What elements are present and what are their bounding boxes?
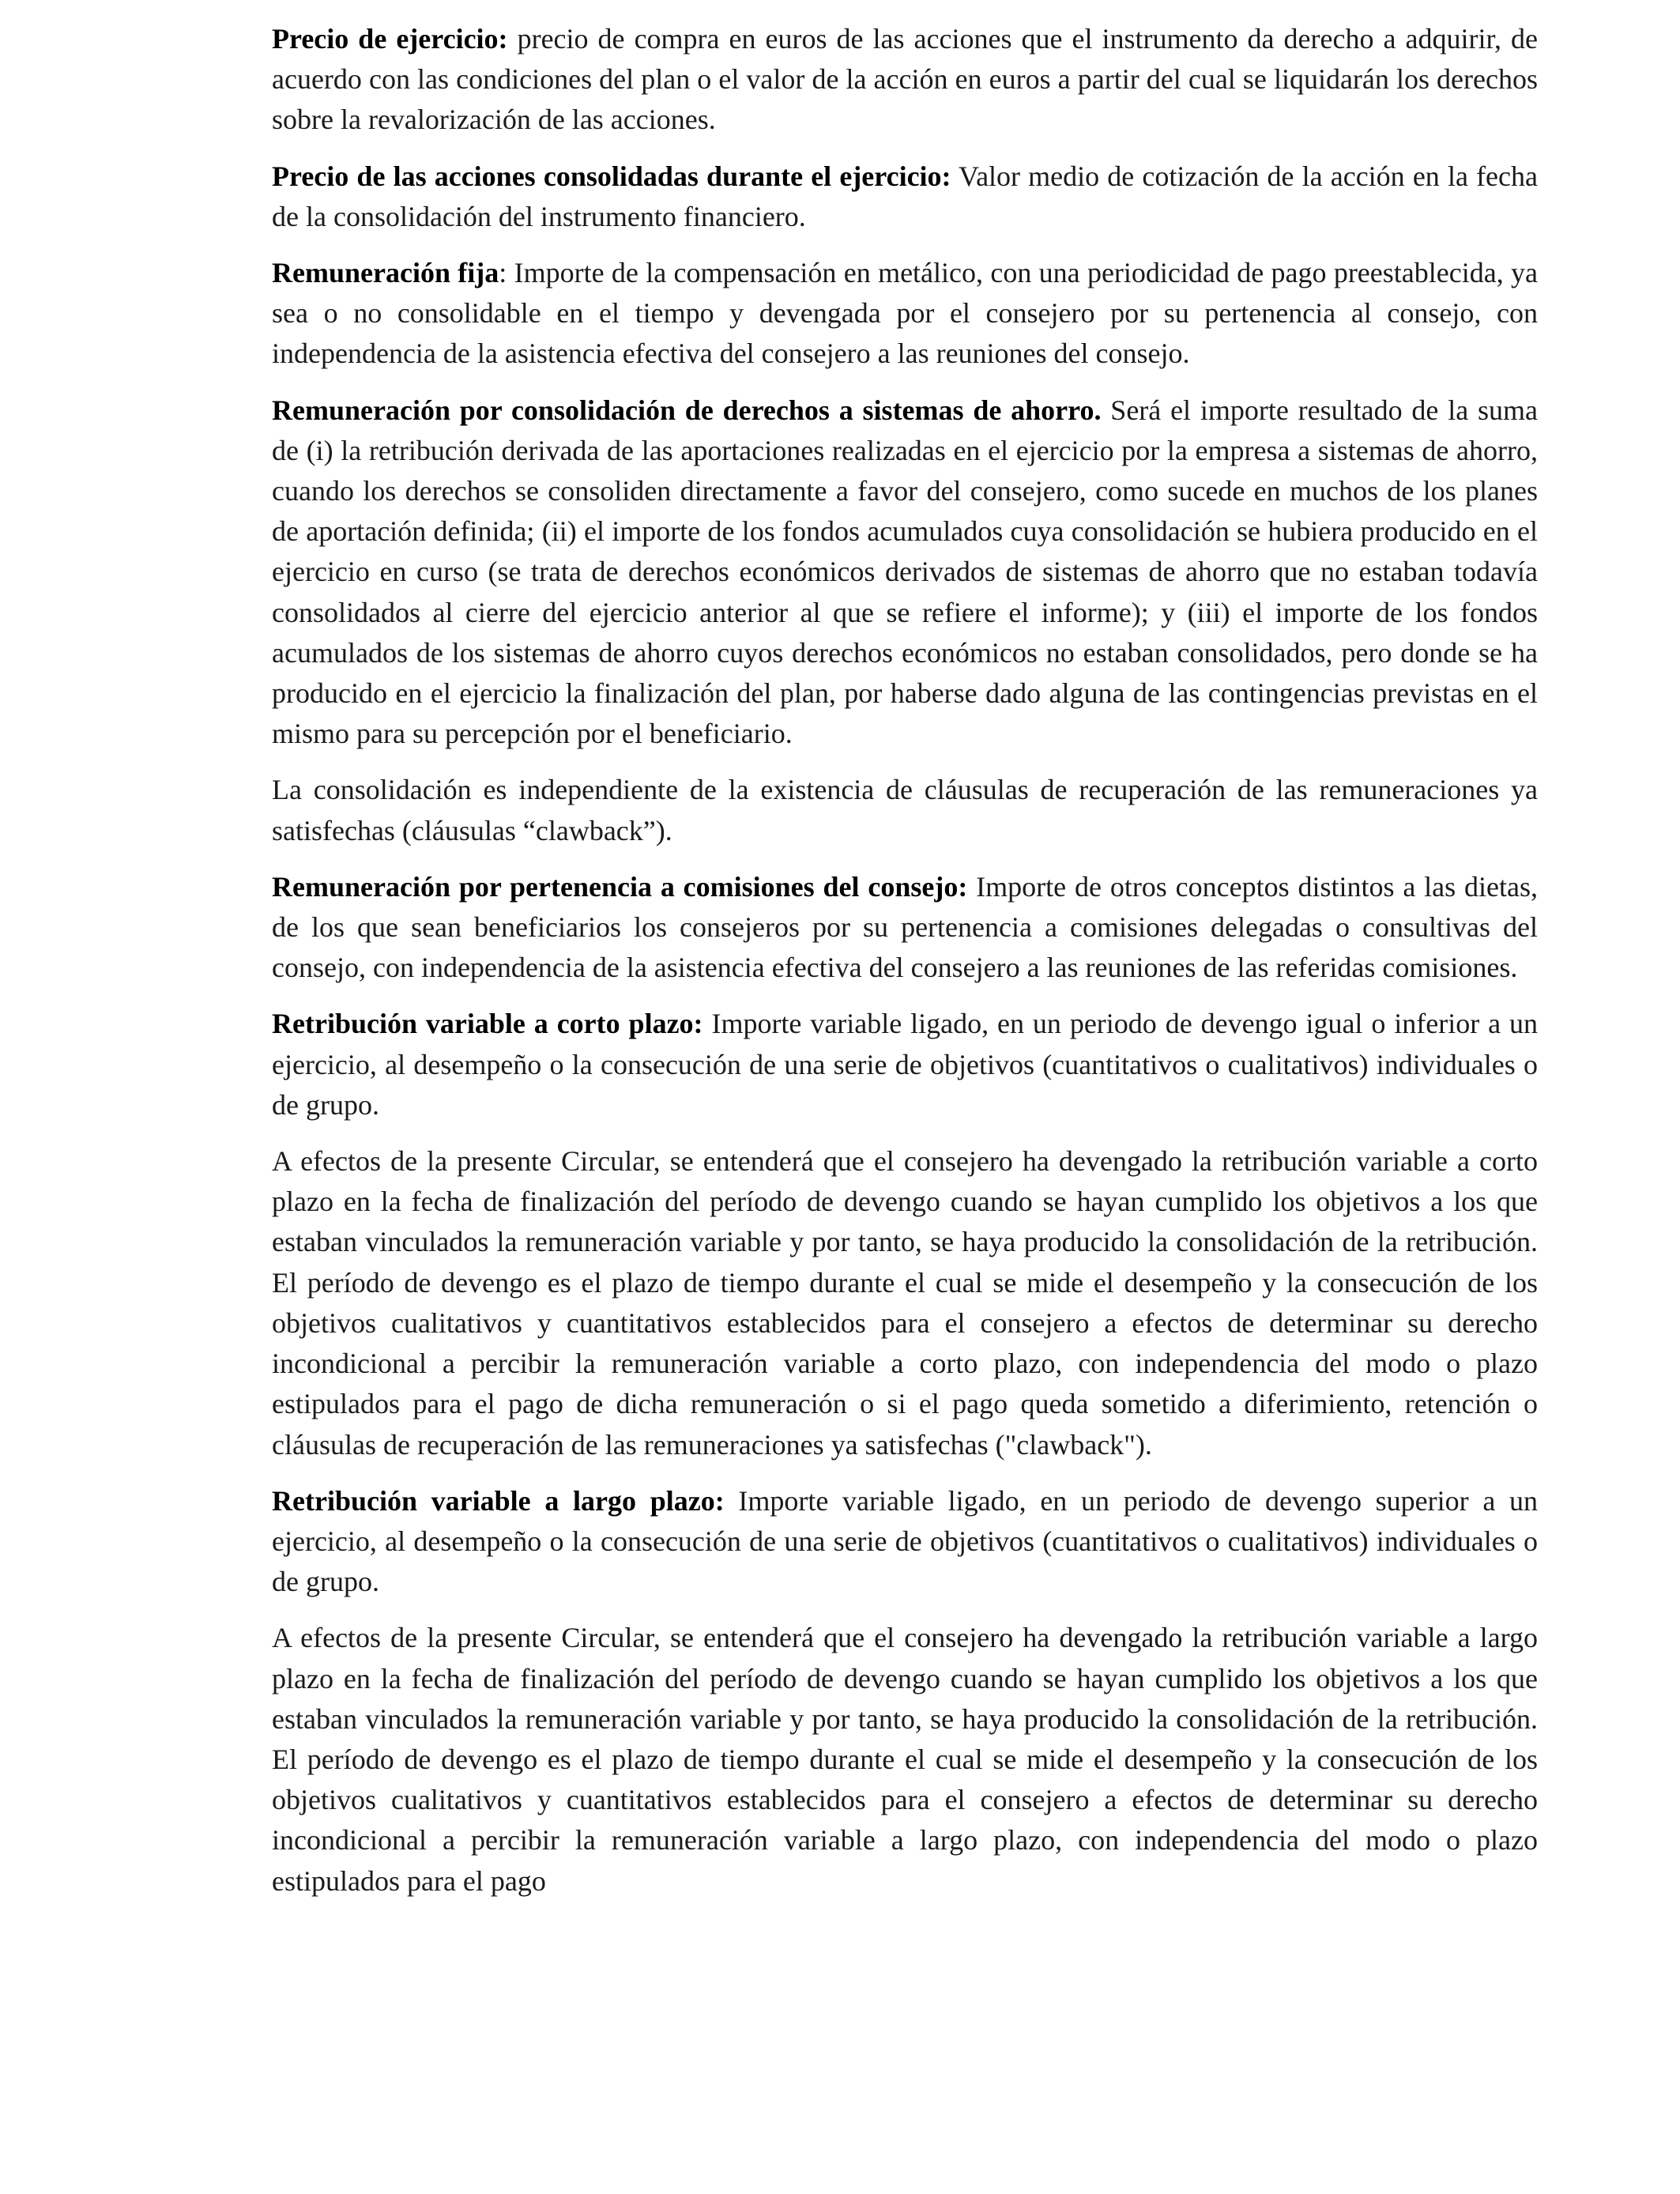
definition-text: Importe variable ligado, en un periodo de devengo superior a un ejercicio, al desempeño o la consecución de una serie de objetivos (cuantitativos o cualitativos) individuales o de grupo. <box>272 1484 1538 1598</box>
definition-term: Remuneración por consolidación de derechos a sistemas de ahorro. <box>272 394 1102 426</box>
definition-text: Valor medio de cotización de la acción en la fecha de la consolidación del instrumento financiero. <box>272 160 1538 232</box>
definition-text: Será el importe resultado de la suma de (i) la retribución derivada de las aportaciones realizadas en el ejercicio por la empresa a sistemas de ahorro, cuando los derechos se consoliden directamente a favor del consejero, como sucede en muchos de los planes de aportación definida; (ii) el importe de los fondos acumulados cuya consolidación se hubiera producido en el ejercicio en curso (se trata de derechos económicos derivados de sistemas de ahorro que no estaban todavía consolidados al cierre del ejercicio anterior al que se refiere el informe); y (iii) el importe de los fondos acumulados de los sistemas de ahorro cuyos derechos económicos no estaban consolidados, pero donde se ha producido en el ejercicio la finalización del plan, por haberse dado alguna de las contingencias previstas en el mismo para su percepción por el beneficiario. <box>272 394 1538 750</box>
definition-term: Precio de ejercicio: <box>272 23 508 55</box>
definition-term: Retribución variable a largo plazo: <box>272 1484 725 1517</box>
definition-text: Importe variable ligado, en un periodo de devengo igual o inferior a un ejercicio, al desempeño o la consecución de una serie de objetivos (cuantitativos o cualitativos) individuales o de grupo. <box>272 1008 1538 1121</box>
definition-text: : Importe de la compensación en metálico, con una periodicidad de pago preestablecida, ya sea o no consolidable en el tiempo y devengada por el consejero por su pertenencia al consejo, con independencia de la asistencia efectiva del consejero a las reuniones del consejo. <box>272 257 1538 370</box>
definition-paragraph <box>272 19 1538 141</box>
body-paragraph <box>272 770 1538 850</box>
definition-text: Importe de otros conceptos distintos a las dietas, de los que sean beneficiarios los consejeros por su pertenencia a comisiones delegadas o consultivas del consejo, con independencia de la asistencia efectiva del consejero a las reuniones de las referidas comisiones. <box>272 870 1538 984</box>
definition-paragraph <box>272 867 1538 989</box>
definition-paragraph <box>272 156 1538 237</box>
definition-term: Remuneración fija <box>272 257 499 289</box>
document-page <box>272 19 1538 1917</box>
definition-paragraph <box>272 1004 1538 1125</box>
paragraph-text: A efectos de la presente Circular, se entenderá que el consejero ha devengado la retribución variable a corto plazo en la fecha de finalización del período de devengo cuando se hayan cumplido los objetivos a los que estaban vinculados la remuneración variable y por tanto, se haya producido la consolidación de la retribución. El período de devengo es el plazo de tiempo durante el cual se mide el desempeño y la consecución de los objetivos cualitativos y cuantitativos establecidos para el consejero a efectos de determinar su derecho incondicional a percibir la remuneración variable a corto plazo, con independencia del modo o plazo estipulados para el pago de dicha remuneración o si el pago queda sometido a diferimiento, retención o cláusulas de recuperación de las remuneraciones ya satisfechas ("clawback"). <box>272 1145 1538 1461</box>
paragraph-text: La consolidación es independiente de la existencia de cláusulas de recuperación de las remuneraciones ya satisfechas (cláusulas “clawback”). <box>272 774 1538 846</box>
body-paragraph <box>272 1141 1538 1465</box>
definition-paragraph <box>272 1481 1538 1603</box>
paragraph-text: A efectos de la presente Circular, se entenderá que el consejero ha devengado la retribución variable a largo plazo en la fecha de finalización del período de devengo cuando se hayan cumplido los objetivos a los que estaban vinculados la remuneración variable y por tanto, se haya producido la consolidación de la retribución. El período de devengo es el plazo de tiempo durante el cual se mide el desempeño y la consecución de los objetivos cualitativos y cuantitativos establecidos para el consejero a efectos de determinar su derecho incondicional a percibir la remuneración variable a largo plazo, con independencia del modo o plazo estipulados para el pago <box>272 1622 1538 1897</box>
definition-term: Retribución variable a corto plazo: <box>272 1008 703 1040</box>
definition-text: precio de compra en euros de las acciones que el instrumento da derecho a adquirir, de acuerdo con las condiciones del plan o el valor de la acción en euros a partir del cual se liquidarán los derechos sobre la revalorización de las acciones. <box>272 23 1539 136</box>
definition-term: Precio de las acciones consolidadas durante el ejercicio: <box>272 160 951 192</box>
definition-paragraph <box>272 253 1538 375</box>
definition-term: Remuneración por pertenencia a comisiones del consejo: <box>272 870 968 903</box>
definition-paragraph <box>272 390 1538 755</box>
body-paragraph <box>272 1618 1538 1901</box>
